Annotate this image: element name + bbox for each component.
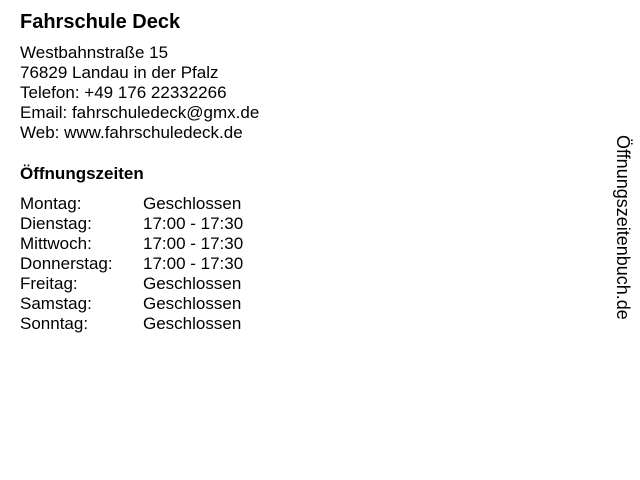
hours-table bbox=[20, 194, 243, 334]
time-value: 17:00 - 17:30 bbox=[143, 234, 244, 253]
hours-row-saturday bbox=[20, 294, 243, 314]
time-value: 17:00 - 17:30 bbox=[143, 254, 244, 273]
day-label: Montag: bbox=[20, 194, 82, 213]
day-label: Freitag: bbox=[20, 274, 78, 293]
web-line: Web: www.fahrschuledeck.de bbox=[20, 123, 243, 142]
site-watermark-label: Öffnungszeitenbuch.de bbox=[613, 135, 633, 320]
time-value: Geschlossen bbox=[143, 314, 242, 333]
phone-line: Telefon: +49 176 22332266 bbox=[20, 83, 227, 102]
time-value: Geschlossen bbox=[143, 294, 242, 313]
day-label: Donnerstag: bbox=[20, 254, 113, 273]
hours-row-friday bbox=[20, 274, 243, 294]
time-value: Geschlossen bbox=[143, 194, 242, 213]
hours-row-sunday bbox=[20, 314, 243, 334]
day-label: Mittwoch: bbox=[20, 234, 92, 253]
day-label: Sonntag: bbox=[20, 314, 89, 333]
street-line: Westbahnstraße 15 bbox=[20, 43, 169, 62]
address-block bbox=[20, 43, 259, 143]
hours-row-thursday bbox=[20, 254, 243, 274]
hours-row-wednesday bbox=[20, 234, 243, 254]
day-label: Dienstag: bbox=[20, 214, 92, 233]
business-name: Fahrschule Deck bbox=[20, 11, 181, 33]
time-value: 17:00 - 17:30 bbox=[143, 214, 244, 233]
time-value: Geschlossen bbox=[143, 274, 242, 293]
hours-heading: Öffnungszeiten bbox=[20, 164, 144, 183]
hours-row-monday bbox=[20, 194, 243, 214]
email-line: Email: fahrschuledeck@gmx.de bbox=[20, 103, 260, 122]
city-line: 76829 Landau in der Pfalz bbox=[20, 63, 219, 82]
day-label: Samstag: bbox=[20, 294, 92, 313]
hours-row-tuesday bbox=[20, 214, 243, 234]
